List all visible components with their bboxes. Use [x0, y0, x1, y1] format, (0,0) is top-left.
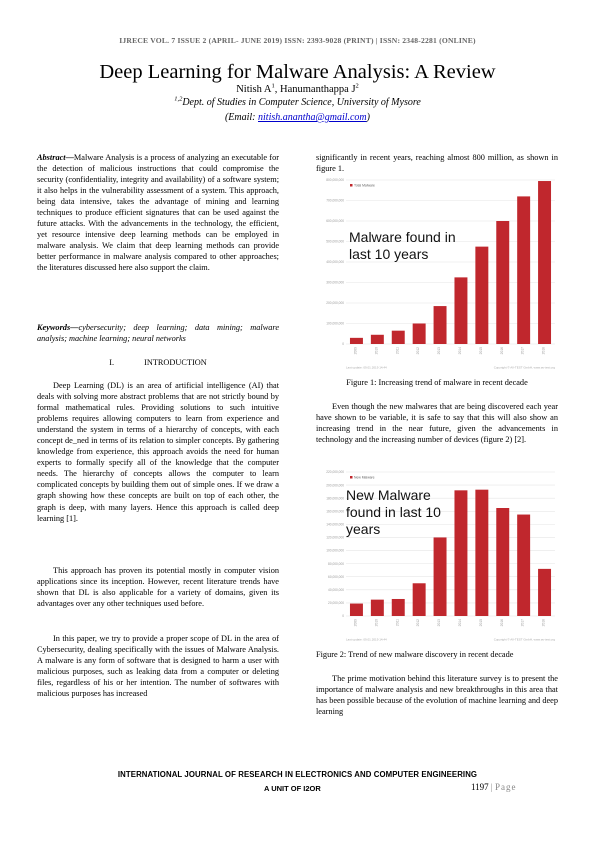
y-tick-label: 100,000,000: [326, 321, 344, 326]
chart-annotation: Malware found in: [349, 229, 456, 245]
legend-label: Total Malware: [354, 183, 375, 188]
page-number-value: 1197: [471, 782, 489, 792]
y-tick-label: 0: [342, 614, 344, 619]
y-tick-label: 700,000,000: [326, 198, 344, 203]
y-tick-label: 180,000,000: [326, 496, 344, 501]
bar: [454, 490, 467, 616]
bar: [413, 324, 426, 345]
x-tick-label: 2011: [395, 619, 400, 627]
affiliation: [0, 97, 595, 108]
email-prefix: (Email:: [224, 112, 259, 123]
y-tick-label: 160,000,000: [326, 509, 344, 514]
x-tick-label: 2009: [353, 619, 358, 627]
bar: [538, 569, 551, 616]
bar: [475, 490, 488, 616]
chart-copyright: Copyright © AV-TEST GmbH, www.av-test.org: [493, 365, 555, 370]
y-tick-label: 140,000,000: [326, 522, 344, 527]
paragraph-1: Deep Learning (DL) is an area of artificial intelligence (AI) that deals with solving more abstract problems that are not strictly bound by formal mathematical rules. Providing solutions to such intuitive problems requires allowing computers to learn from experience and understand the system in terms of a hierarchy of concepts, with each concept de_ned in terms of its relation to simpler concepts. By gathering knowledge from experience, this approach avoids the need for human experts to formally specify all of the knowledge that the computer needs. The hierarchy of concepts allows the computer to learn complicated concepts by building them out of simple ones. If we draw a graph showing how these concepts are built on top of each other, the graph is deep, with many layers. Hence this approach is called deep learning [1].: [37, 381, 279, 523]
x-tick-label: 2014: [457, 347, 462, 355]
y-tick-label: 600,000,000: [326, 219, 344, 224]
chart-copyright: Copyright © AV-TEST GmbH, www.av-test.org: [493, 637, 555, 642]
y-tick-label: 500,000,000: [326, 239, 344, 244]
page-word: Page: [494, 782, 517, 792]
y-tick-label: 40,000,000: [328, 588, 344, 593]
x-tick-label: 2009: [353, 347, 358, 355]
y-tick-label: 100,000,000: [326, 548, 344, 553]
bar: [517, 196, 530, 344]
bar: [434, 537, 447, 616]
bar: [350, 604, 363, 616]
x-tick-label: 2012: [416, 347, 421, 355]
x-tick-label: 2017: [520, 347, 525, 355]
y-tick-label: 20,000,000: [328, 601, 344, 606]
x-tick-label: 2010: [374, 347, 379, 355]
bar: [371, 600, 384, 616]
legend-label: New Malware: [354, 475, 375, 480]
bar: [413, 583, 426, 616]
y-tick-label: 80,000,000: [328, 561, 344, 566]
keywords: [37, 322, 279, 344]
author-1: Nitish A: [236, 84, 272, 95]
author-2-sup: 2: [355, 82, 359, 90]
x-tick-label: 2015: [478, 347, 483, 355]
bar: [475, 247, 488, 344]
paragraph-5: Even though the new malwares that are being discovered each year have shown to be variable, it is safe to say that this will also show an increasing trend in the near future, given the advancements in technology and the increasing number of devices (figure 2) [2].: [316, 402, 558, 445]
chart-annotation: last 10 years: [349, 246, 429, 262]
footer-journal: INTERNATIONAL JOURNAL OF RESEARCH IN ELECTRONICS AND COMPUTER ENGINEERING: [117, 770, 478, 779]
email-suffix: ): [366, 112, 371, 123]
abstract-text: Malware Analysis is a process of analyzing an executable for the detection of malicious instructions that could compromise the security (confidentiality, integrity and availability) of a software system; it also helps in the vulnerability assessment of a system. This approach, being data intensive, takes the advantage of mining and learning techniques to produce efficient signatures that can be used against the future attacks. With the advancements in the technology, the efficient, yet resource intensive deep learning methods can be employed in malware analysis. We claim that deep learning methods can provide better performance in malware analysis compared to other approaches; the literatures discussed here also support the claim.: [37, 153, 279, 273]
paragraph-2: This approach has proven its potential mostly in computer vision applications since its inception. However, recent literature trends have shown that DL is also applicable for a variety of domains, given its advantages over any other techniques used before.: [37, 566, 279, 609]
authors: [0, 84, 595, 95]
keywords-label: Keywords—: [37, 323, 79, 332]
figure-1-chart: [316, 174, 559, 370]
author-2: , Hanumanthappa J: [274, 84, 356, 95]
x-tick-label: 2013: [437, 347, 442, 355]
chart-annotation: New Malware: [346, 487, 431, 503]
y-tick-label: 300,000,000: [326, 280, 344, 285]
paragraph-4: significantly in recent years, reaching almost 800 million, as shown in figure 1.: [316, 153, 558, 174]
bar: [350, 338, 363, 344]
bar: [517, 515, 530, 616]
x-tick-label: 2014: [457, 619, 462, 627]
y-tick-label: 0: [342, 342, 344, 347]
bar: [392, 599, 405, 616]
section-heading-introduction: [37, 358, 279, 367]
x-tick-label: 2016: [499, 619, 504, 627]
bar: [371, 335, 384, 344]
chart-update-note: Last update: 09.01.2019 14:44: [346, 637, 387, 642]
legend-swatch: [350, 476, 353, 479]
x-tick-label: 2015: [478, 619, 483, 627]
footer-unit: A UNIT OF I2OR: [264, 784, 321, 793]
paragraph-3: In this paper, we try to provide a proper scope of DL in the area of Cybersecurity, dealing specifically with the issues of Malware Analysis. A malware is any form of software that is designed to harm a user with malicious purposes, such as leaking data from a computer or deleting files, regardless of his or her intention. The number of softwares with malicious purposes has increased: [37, 634, 279, 699]
x-tick-label: 2016: [499, 347, 504, 355]
figure-2-caption: Figure 2: Trend of new malware discovery in recent decade: [316, 650, 514, 659]
bar: [454, 277, 467, 344]
y-tick-label: 220,000,000: [326, 470, 344, 475]
keywords-text: cybersecurity; deep learning; data mining; malware analysis; machine learning; neural networks: [37, 323, 279, 344]
y-tick-label: 800,000,000: [326, 178, 344, 183]
author-1-sup: 1: [271, 82, 275, 90]
x-tick-label: 2010: [374, 619, 379, 627]
page-separator: |: [490, 782, 493, 792]
bar: [496, 221, 509, 344]
x-tick-label: 2013: [437, 619, 442, 627]
email-line: [0, 112, 595, 123]
y-tick-label: 400,000,000: [326, 260, 344, 265]
chart-annotation: years: [346, 521, 381, 537]
email-link[interactable]: nitish.anantha@gmail.com: [258, 112, 367, 123]
figure-1-caption: Figure 1: Increasing trend of malware in recent decade: [346, 378, 528, 387]
x-tick-label: 2018: [541, 347, 546, 355]
y-tick-label: 60,000,000: [328, 574, 344, 579]
affiliation-sup: 1,2: [174, 95, 183, 103]
y-tick-label: 200,000,000: [326, 301, 344, 306]
page-number: [471, 782, 516, 792]
x-tick-label: 2018: [541, 619, 546, 627]
bar: [392, 331, 405, 344]
figure-2-chart: [316, 466, 559, 642]
section-number: I.: [109, 358, 115, 367]
x-tick-label: 2017: [520, 619, 525, 627]
y-tick-label: 200,000,000: [326, 483, 344, 488]
legend-swatch: [350, 184, 353, 187]
paragraph-6: The prime motivation behind this literature survey is to present the importance of malware analysis and new breakthroughs in this area that has been possible because of the evolution of machine learning and deep learning: [316, 674, 558, 717]
running-header: IJRECE VOL. 7 ISSUE 2 (APRIL- JUNE 2019) ISSN: 2393-9028 (PRINT) | ISSN: 2348-2281 (ONLINE): [119, 36, 476, 45]
abstract-label: Abstract—: [37, 153, 74, 162]
bar: [538, 181, 551, 344]
section-title: INTRODUCTION: [144, 358, 207, 367]
y-tick-label: 120,000,000: [326, 535, 344, 540]
abstract: [37, 152, 279, 274]
chart-update-note: Last update: 09.01.2019 14:44: [346, 365, 387, 370]
x-tick-label: 2011: [395, 347, 400, 355]
bar: [434, 306, 447, 344]
bar: [496, 508, 509, 616]
x-tick-label: 2012: [416, 619, 421, 627]
chart-annotation: found in last 10: [346, 504, 441, 520]
paper-title: Deep Learning for Malware Analysis: A Review: [99, 61, 496, 83]
affiliation-text: Dept. of Studies in Computer Science, University of Mysore: [182, 97, 421, 108]
